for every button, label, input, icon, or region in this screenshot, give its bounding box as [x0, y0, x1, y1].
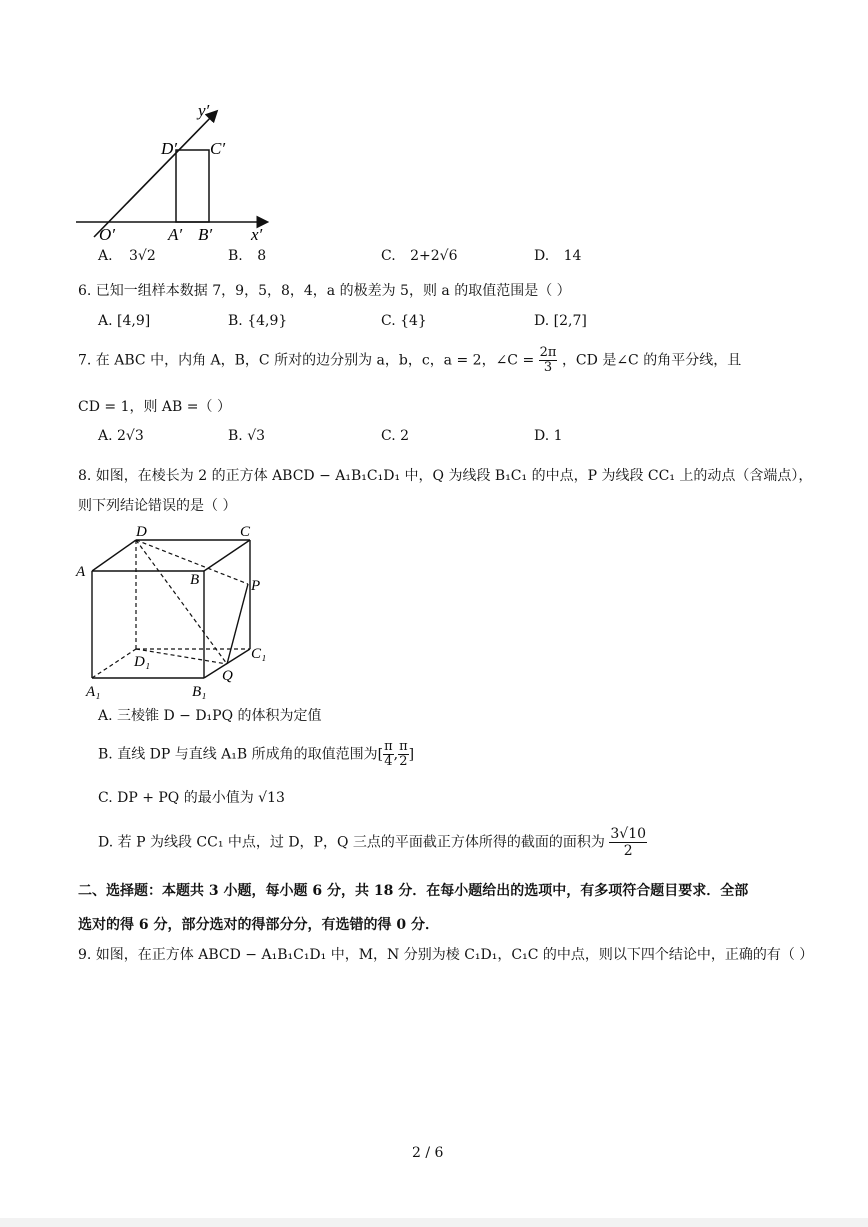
q7-option-b: B. √3 — [228, 428, 266, 444]
fraction-pi-4 — [383, 740, 394, 769]
label-d: D′ — [161, 139, 177, 158]
q6-option-b: B. {4,9} — [228, 313, 288, 329]
fraction-pi-2 — [398, 740, 409, 769]
fraction-numerator: 3√10 — [610, 826, 647, 842]
section2-line2: 选对的得 6 分，部分选对的得部分分，有选错的得 0 分． — [78, 917, 439, 933]
fraction-denominator: 4 — [384, 754, 393, 769]
q4-option-b — [228, 248, 266, 264]
q8-stem-line2: 则下列结论错误的是（ ） — [78, 498, 237, 514]
fraction-numerator: π — [399, 739, 408, 754]
cube-label-A: A — [76, 564, 86, 580]
bottom-scan-edge — [0, 1218, 868, 1227]
label-a: A′ — [168, 225, 183, 244]
cube-label-A1: A₁ — [86, 684, 101, 700]
fraction-area — [609, 826, 647, 859]
q8-option-b-close: ] — [408, 746, 415, 763]
q8-option-c: C. DP + PQ 的最小值为 √13 — [98, 790, 285, 806]
q7-stem-part2: ，CD 是∠C 的角平分线，且 — [561, 352, 742, 369]
q4-figure — [70, 98, 280, 248]
label-c: C′ — [210, 139, 226, 158]
option-value: 14 — [563, 248, 582, 264]
q6-option-c: C. {4} — [381, 313, 427, 329]
option-value: 3√2 — [129, 248, 156, 264]
q9-stem: 9. 如图，在正方体 ABCD − A₁B₁C₁D₁ 中，M，N 分别为棱 C₁D₁，C₁C 的中点，则以下四个结论中，正确的有（ ） — [78, 947, 814, 963]
page-number: 2 / 6 — [412, 1145, 444, 1161]
cube-label-Q: Q — [222, 668, 233, 684]
q6-stem: 6. 已知一组样本数据 7，9，5，8，4，a 的极差为 5，则 a 的取值范围是（ ） — [78, 283, 571, 299]
cube-label-B1: B₁ — [192, 684, 207, 700]
y-axis — [94, 112, 216, 237]
label-x: x′ — [251, 225, 263, 244]
q8-option-d-text: D. 若 P 为线段 CC₁ 中点，过 D，P，Q 三点的平面截正方体所得的截面的面积为 — [98, 834, 605, 851]
option-key: B. — [228, 248, 243, 264]
cube-label-B: B — [190, 572, 200, 588]
q8-option-b: B. 直线 DP 与直线 A₁B 所成角的取值范围为[ $\frac{\pi}{4}$ , $\frac{\pi}{2}$ ] — [98, 739, 415, 769]
q8-cube-figure — [74, 518, 284, 704]
q6-option-a: A. [4,9] — [98, 313, 151, 329]
q8-stem-line1: 8. 如图，在棱长为 2 的正方体 ABCD − A₁B₁C₁D₁ 中，Q 为线段 B₁C₁ 的中点，P 为线段 CC₁ 上的动点（含端点）， — [78, 468, 813, 484]
q8-option-d — [98, 826, 647, 859]
option-value: 2+2√6 — [410, 248, 458, 264]
fraction-denominator: 2 — [399, 754, 408, 769]
q7-option-a: A. 2√3 — [98, 428, 144, 444]
q8-option-a: A. 三棱锥 D − D₁PQ 的体积为定值 — [98, 708, 322, 724]
q7-option-d: D. 1 — [534, 428, 563, 444]
cube-label-D1: D₁ — [134, 654, 151, 670]
q4-option-d — [534, 248, 581, 264]
fraction-numerator: π — [384, 739, 393, 754]
option-key: C. — [381, 248, 396, 264]
section2-line1: 二、选择题：本题共 3 小题，每小题 6 分，共 18 分．在每小题给出的选项中，有多项符合题目要求．全部 — [78, 883, 749, 899]
edge-A1D1 — [92, 649, 136, 678]
q4-option-a — [98, 248, 156, 264]
cube-label-C: C — [240, 524, 251, 540]
fraction-denominator: 3 — [543, 360, 553, 375]
q8-option-b-text: B. 直线 DP 与直线 A₁B 所成角的取值范围为[ — [98, 746, 384, 763]
q7-fraction — [539, 346, 558, 375]
option-key: D. — [534, 248, 550, 264]
q7-stem-part1: 7. 在 ABC 中，内角 A，B，C 所对的边分别为 a，b，c，a = 2，∠C = — [78, 352, 535, 369]
cube-label-C1: C₁ — [251, 646, 267, 662]
parallelogram-shape — [176, 150, 209, 222]
fraction-numerator: 2π — [539, 345, 557, 360]
label-origin: O′ — [99, 225, 115, 244]
q4-option-c — [381, 248, 458, 264]
segment-DQ — [136, 540, 227, 664]
option-key: A. — [98, 248, 113, 264]
label-y: y′ — [198, 101, 210, 120]
fraction-denominator: 2 — [623, 843, 633, 859]
cube-label-P: P — [251, 578, 261, 594]
edge-AD — [92, 540, 136, 571]
label-b: B′ — [198, 225, 213, 244]
edge-BC — [204, 540, 250, 571]
q6-option-d: D. [2,7] — [534, 313, 587, 329]
cube-label-D: D — [136, 524, 147, 540]
option-value: 8 — [257, 248, 267, 264]
q7-stem-line1 — [78, 346, 741, 375]
q7-stem-line2: CD = 1，则 AB =（ ） — [78, 399, 231, 415]
q7-option-c: C. 2 — [381, 428, 410, 444]
